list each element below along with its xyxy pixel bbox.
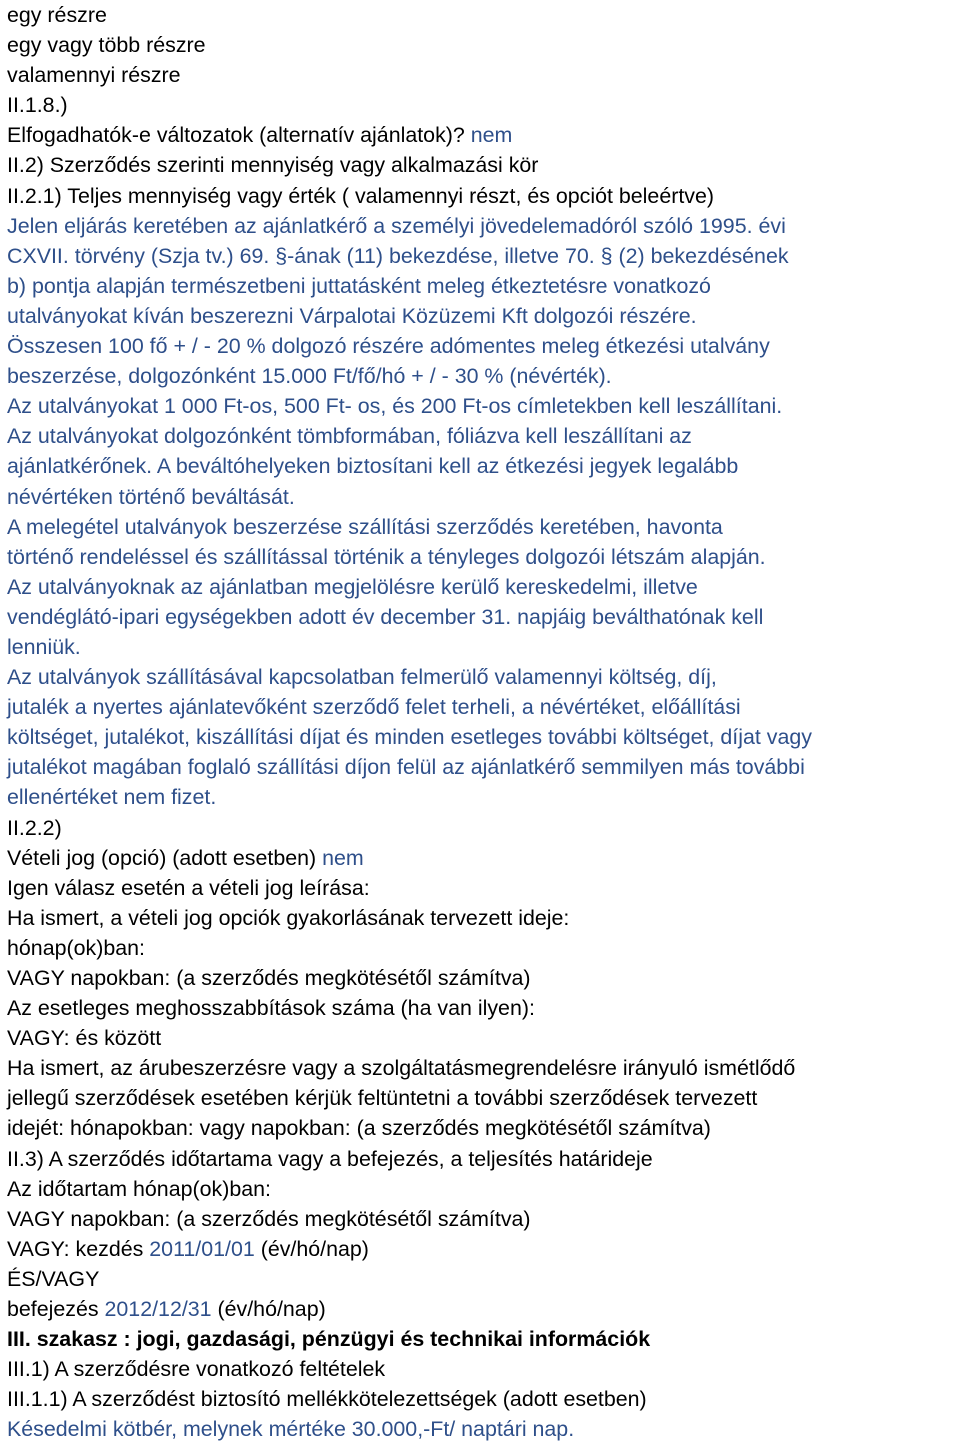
text-line <box>7 391 955 421</box>
label-text: VAGY napokban: (a szerződés megkötésétől számítva) <box>7 1206 531 1231</box>
text-line <box>7 181 955 211</box>
label-text: III.1) A szerződésre vonatkozó feltételek <box>7 1357 386 1382</box>
text-line <box>7 1144 955 1174</box>
label-text: II.2.2) <box>7 815 62 840</box>
text-line <box>7 1023 955 1053</box>
label-text: Az esetleges meghosszabbítások száma (ha van ilyen): <box>7 996 535 1021</box>
text-line <box>7 150 955 180</box>
text-line <box>7 482 955 512</box>
text-line <box>7 662 955 692</box>
label-text: hónap(ok)ban: <box>7 935 145 960</box>
text-line <box>7 241 955 271</box>
text-line <box>7 30 955 60</box>
text-line <box>7 692 955 722</box>
answer-text: jutalék a nyertes ajánlatevőként szerződő felet terheli, a névértéket, előállítási <box>7 695 741 720</box>
text-line <box>7 1174 955 1204</box>
answer-text: beszerzése, dolgozónként 15.000 Ft/fő/hó + / - 30 % (névérték). <box>7 364 612 389</box>
text-line <box>7 602 955 632</box>
label-text: Ha ismert, a vételi jog opciók gyakorlásának tervezett ideje: <box>7 905 570 930</box>
text-line <box>7 903 955 933</box>
label-text: Igen válasz esetén a vételi jog leírása: <box>7 875 370 900</box>
text-line <box>7 782 955 812</box>
label-text: II.2) Szerződés szerinti mennyiség vagy alkalmazási kör <box>7 153 539 178</box>
text-line <box>7 1384 955 1414</box>
answer-text: Összesen 100 fő + / - 20 % dolgozó részére adómentes meleg étkezési utalvány <box>7 334 770 359</box>
answer-text: CXVII. törvény (Szja tv.) 69. §-ának (11) bekezdése, illetve 70. § (2) bekezdésének <box>7 243 789 268</box>
label-text: II.2.1) Teljes mennyiség vagy érték ( valamennyi részt, és opciót beleértve) <box>7 183 715 208</box>
label-text: befejezés <box>7 1297 105 1322</box>
answer-text: 2011/01/01 <box>149 1236 255 1261</box>
text-line <box>7 331 955 361</box>
answer-text: jutalékot magában foglaló szállítási díjon felül az ajánlatkérő semmilyen más további <box>7 755 805 780</box>
text-line <box>7 1324 955 1354</box>
label-text: VAGY: kezdés <box>7 1236 150 1261</box>
text-line <box>7 120 955 150</box>
text-line <box>7 752 955 782</box>
section-heading: III. szakasz : jogi, gazdasági, pénzügyi és technikai információk <box>7 1327 651 1352</box>
label-text: jellegű szerződések esetében kérjük feltüntetni a további szerződések tervezett <box>7 1086 758 1111</box>
answer-text: b) pontja alapján természetbeni juttatásként meleg étkeztetésre vonatkozó <box>7 273 711 298</box>
text-line <box>7 1294 955 1324</box>
text-line <box>7 90 955 120</box>
label-text: Ha ismert, az árubeszerzésre vagy a szolgáltatásmegrendelésre irányuló ismétlődő <box>7 1056 796 1081</box>
label-text: egy részre <box>7 3 107 27</box>
text-line <box>7 572 955 602</box>
answer-text: névértéken történő beváltását. <box>7 484 295 509</box>
answer-text: ajánlatkérőnek. A beváltóhelyeken biztosítani kell az étkezési jegyek legalább <box>7 454 739 479</box>
text-line <box>7 421 955 451</box>
text-line <box>7 933 955 963</box>
label-text: ÉS/VAGY <box>7 1266 100 1291</box>
label-text: II.3) A szerződés időtartama vagy a befejezés, a teljesítés határideje <box>7 1146 653 1171</box>
label-text: (év/hó/nap) <box>211 1297 326 1322</box>
answer-text: Az utalványoknak az ajánlatban megjelölésre kerülő kereskedelmi, illetve <box>7 574 698 599</box>
document-page <box>7 0 955 1445</box>
text-line <box>7 632 955 662</box>
label-text: (év/hó/nap) <box>254 1236 369 1261</box>
text-line <box>7 722 955 752</box>
answer-text: Jelen eljárás keretében az ajánlatkérő a személyi jövedelemadóról szóló 1995. évi <box>7 213 786 238</box>
text-line <box>7 211 955 241</box>
answer-text: ellenértéket nem fizet. <box>7 785 217 810</box>
answer-text: nem <box>322 845 364 870</box>
answer-text: vendéglátó-ipari egységekben adott év december 31. napjáig beválthatónak kell <box>7 604 764 629</box>
answer-text: Az utalványokat 1 000 Ft-os, 500 Ft- os, és 200 Ft-os címletekben kell leszállítani. <box>7 394 783 419</box>
text-line <box>7 1083 955 1113</box>
label-text: egy vagy több részre <box>7 33 206 58</box>
label-text: II.1.8.) <box>7 93 68 118</box>
answer-text: Késedelmi kötbér, melynek mértéke 30.000,-Ft/ naptári nap. <box>7 1417 575 1442</box>
text-line <box>7 993 955 1023</box>
label-text: VAGY napokban: (a szerződés megkötésétől számítva) <box>7 966 531 990</box>
answer-text: történő rendeléssel és szállítással történik a tényleges dolgozói létszám alapján. <box>7 544 766 569</box>
answer-text: költséget, jutalékot, kiszállítási díjat és minden esetleges további költséget, díjat vagy <box>7 725 812 750</box>
text-line <box>7 1204 955 1234</box>
text-line <box>7 843 955 873</box>
text-line <box>7 301 955 331</box>
text-line <box>7 451 955 481</box>
text-line <box>7 361 955 391</box>
answer-text: Az utalványok szállításával kapcsolatban felmerülő valamennyi költség, díj, <box>7 665 717 690</box>
text-line <box>7 1113 955 1143</box>
text-line <box>7 1354 955 1384</box>
label-text: idejét: hónapokban: vagy napokban: (a szerződés megkötésétől számítva) <box>7 1116 711 1141</box>
text-line <box>7 1264 955 1294</box>
text-line <box>7 1234 955 1264</box>
text-line <box>7 512 955 542</box>
answer-text: 2012/12/31 <box>104 1297 212 1322</box>
text-line <box>7 60 955 90</box>
answer-text: Az utalványokat dolgozónként tömbformában, fóliázva kell leszállítani az <box>7 424 692 449</box>
text-line <box>7 1414 955 1444</box>
answer-text: A melegétel utalványok beszerzése szállítási szerződés keretében, havonta <box>7 514 723 539</box>
label-text: valamennyi részre <box>7 63 181 88</box>
label-text: Elfogadhatók-e változatok (alternatív ajánlatok)? <box>7 123 471 148</box>
text-line <box>7 0 955 30</box>
text-line <box>7 963 955 993</box>
answer-text: lenniük. <box>7 634 81 659</box>
text-line <box>7 271 955 301</box>
label-text: III.1.1) A szerződést biztosító mellékkötelezettségek (adott esetben) <box>7 1387 647 1412</box>
label-text: VAGY: és között <box>7 1026 162 1051</box>
answer-text: utalványokat kíván beszerezni Várpalotai Közüzemi Kft dolgozói részére. <box>7 303 697 328</box>
text-line <box>7 1053 955 1083</box>
text-line <box>7 542 955 572</box>
answer-text: nem <box>470 123 513 148</box>
label-text: Az időtartam hónap(ok)ban: <box>7 1176 271 1201</box>
text-line <box>7 873 955 903</box>
label-text: Vételi jog (opció) (adott esetben) <box>7 845 323 870</box>
text-line <box>7 813 955 843</box>
